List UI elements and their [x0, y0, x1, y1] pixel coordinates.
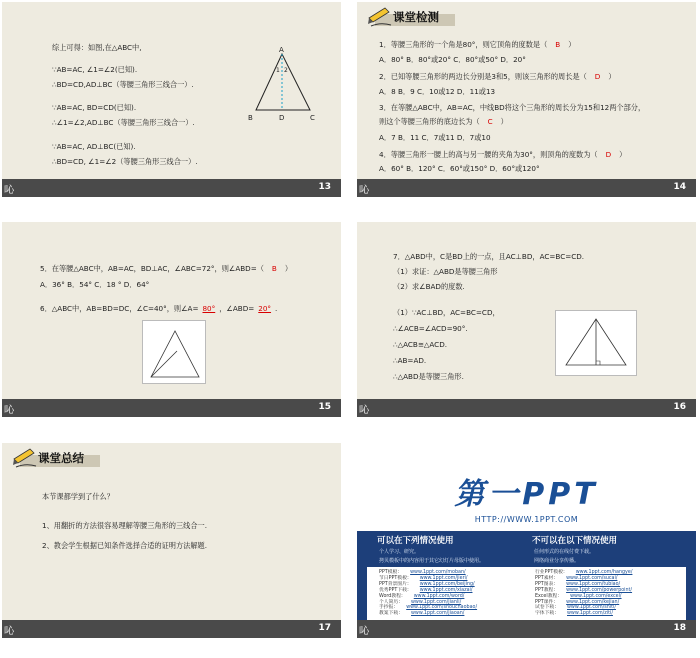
- link-row[interactable]: 手抄报： www.1ppt.com/shouchaobao/: [379, 605, 478, 611]
- text-line: ∴BD=CD, ∠1=∠2（等腰三角形三线合一）.: [52, 157, 198, 166]
- link-row[interactable]: PPT教程： www.1ppt.com/powerpoint/: [535, 587, 633, 593]
- cannot-use-title: 不可以在以下情况使用: [532, 536, 618, 546]
- figure-label: C: [310, 114, 315, 122]
- question-text-end: ）: [284, 264, 293, 273]
- section-title: 课堂检测: [393, 10, 439, 24]
- slide-footer-strip: [357, 179, 696, 197]
- can-use-title: 可以在下列情况使用: [377, 536, 454, 546]
- slide-number: 15: [318, 402, 331, 412]
- question-line: [379, 150, 626, 160]
- link-row[interactable]: 节日PPT模板： www.1ppt.com/jieri/: [379, 575, 468, 581]
- text-line: 1、用翻折的方法很容易理解等腰三角形的三线合一.: [42, 521, 207, 530]
- triangle-figure: [143, 321, 205, 383]
- text-line: ∴∠1=∠2,AD⊥BC（等腰三角形三线合一）.: [52, 118, 195, 127]
- question-text: 则这个等腰三角形的底边长为（: [379, 117, 480, 126]
- link-row[interactable]: PPT模板： www.1ppt.com/moban/: [379, 570, 466, 575]
- answer-blank: 20°: [258, 304, 272, 313]
- question-text: 5．在等腰△ABC中，AB=AC，BD⊥AC，∠ABC=72°，则∠ABD=（: [40, 264, 264, 273]
- proof-line: （1）∵AC⊥BD，AC=BC=CD，: [393, 308, 500, 317]
- question-text: ，∠ABD=: [219, 304, 255, 313]
- footer-label: 吣: [4, 185, 14, 196]
- slide-number: 18: [673, 623, 686, 633]
- slide-number: 13: [318, 182, 331, 192]
- question-text: 6．△ABC中，AB=BD=DC，∠C=40°，则∠A=: [40, 304, 199, 313]
- can-use-item: 拷贝模板中的内容用于其它幻灯片母版中使用。: [379, 558, 485, 564]
- link-row[interactable]: PPT素材： www.1ppt.com/sucai/: [535, 575, 618, 581]
- link-row[interactable]: 优秀PPT下载： www.1ppt.com/xiazai/: [379, 587, 473, 593]
- slide-thumbnail-14[interactable]: [357, 2, 696, 197]
- question-text: 2．已知等腰三角形的两边长分别是3和5，则该三角形的周长是（: [379, 72, 587, 81]
- proof-line: ∴∠ACB=∠ACD=90°.: [393, 324, 468, 333]
- question-line: 7．△ABD中，C是BD上的一点，且AC⊥BD，AC=BC=CD.: [393, 252, 585, 261]
- figure-label: B: [248, 114, 253, 122]
- text-line: ∴BD=CD,AD⊥BC（等腰三角形三线合一）.: [52, 80, 194, 89]
- slide-thumbnail-16[interactable]: [357, 222, 696, 417]
- question-text: 4．等腰三角形一腰上的高与另一腰的夹角为30°，则顶角的度数为（: [379, 150, 598, 159]
- text-line: 本节课都学到了什么？: [42, 492, 114, 501]
- slide-footer-strip: [2, 620, 341, 638]
- question-line: （1）求证：△ABD是等腰三角形: [393, 267, 498, 276]
- footer-label: 吣: [359, 405, 369, 416]
- link-row[interactable]: Excel教程： www.1ppt.com/excel/: [535, 593, 622, 599]
- question-text: 1．等腰三角形的一个角是80°，则它顶角的度数是（: [379, 40, 548, 49]
- pencil-icon: [12, 447, 40, 469]
- footer-label: 吣: [4, 405, 14, 416]
- text-line: ∵AB=AC, BD=CD(已知).: [52, 103, 137, 112]
- figure-label: 1: [276, 67, 280, 74]
- question-text-end: ）: [608, 72, 616, 81]
- slide-footer-strip: [2, 179, 341, 197]
- link-row[interactable]: PPT图表： www.1ppt.com/tubiao/: [535, 581, 621, 587]
- question-text-end: ）: [619, 150, 627, 159]
- slide-footer-strip: [357, 399, 696, 417]
- brand-logo: [357, 469, 696, 524]
- question-line: 3．在等腰△ABC中，AB=AC，中线BD将这个三角形的周长分为15和12两个部分，: [379, 103, 646, 112]
- section-header: [12, 447, 102, 467]
- proof-line: ∴△ABD是等腰三角形.: [393, 372, 464, 381]
- triangle-figure-box: [555, 310, 637, 376]
- section-header: [367, 6, 457, 26]
- question-line: [379, 40, 575, 50]
- slide-thumbnail-13[interactable]: [2, 2, 341, 197]
- footer-label: 吣: [359, 626, 369, 637]
- answer-mark: B: [555, 40, 561, 49]
- text-line: ∵AB=AC, AD⊥BC(已知).: [52, 142, 136, 151]
- isosceles-triangle-figure: [242, 46, 322, 126]
- slide-thumbnail-17[interactable]: [2, 443, 341, 638]
- link-row[interactable]: 字体下载： www.1ppt.com/ziti/: [535, 611, 613, 617]
- link-row[interactable]: 教案下载： www.1ppt.com/jiaoan/: [379, 611, 465, 617]
- text-line: ∵AB=AC, ∠1=∠2(已知).: [52, 65, 138, 74]
- question-text-end: ）: [568, 40, 576, 49]
- cannot-use-item: 任何形式的在线付费下载。: [534, 549, 595, 555]
- link-row[interactable]: Word教程： www.1ppt.com/word/: [379, 593, 465, 599]
- can-use-item: 个人学习、研究。: [379, 549, 420, 555]
- text-line: 综上可得：如图,在△ABC中,: [52, 43, 142, 52]
- section-title: 课堂总结: [38, 451, 84, 465]
- question-line: [379, 72, 616, 82]
- figure-label: A: [279, 46, 284, 54]
- triangle-figure-box: [142, 320, 206, 384]
- question-line: [40, 304, 277, 314]
- link-row[interactable]: 试卷下载： www.1ppt.com/shiti/: [535, 605, 616, 611]
- slide-number: 17: [318, 623, 331, 633]
- links-panel: [367, 567, 686, 621]
- link-row[interactable]: 个人简历： www.1ppt.com/jianli/: [379, 599, 462, 605]
- answer-mark: D: [594, 72, 601, 81]
- answer-blank: 80°: [202, 304, 216, 313]
- slide-thumbnail-18[interactable]: [357, 443, 696, 638]
- proof-line: ∴AB=AD.: [393, 356, 427, 365]
- figure-label: 2: [284, 67, 288, 74]
- question-line: （2）求∠BAD的度数.: [393, 282, 465, 291]
- question-text-end: ）: [500, 117, 508, 126]
- link-row[interactable]: 行业PPT模板： www.1ppt.com/hangye/: [535, 570, 633, 575]
- footer-label: 吣: [4, 626, 14, 637]
- figure-label: D: [279, 114, 285, 122]
- answer-mark: B: [271, 264, 277, 273]
- slide-footer-strip: [2, 399, 341, 417]
- slide-footer-strip: [357, 620, 696, 638]
- options-line: A．60° B．120° C．60°或150° D．60°或120°: [379, 164, 540, 173]
- text-line: 2、教会学生根据已知条件选择合适的证明方法解题.: [42, 541, 207, 550]
- links-right-column: [535, 570, 632, 617]
- answer-mark: C: [487, 117, 493, 126]
- link-row[interactable]: PPT背景图片： www.1ppt.com/beijing/: [379, 581, 475, 587]
- question-line: [379, 117, 508, 127]
- slide-number: 16: [673, 402, 686, 412]
- options-line: A．7 B．11 C．7或11 D．7或10: [379, 133, 491, 142]
- question-line: [40, 264, 292, 274]
- answer-mark: D: [605, 150, 612, 159]
- options-line: A．80° B．80°或20° C．80°或50° D．20°: [379, 55, 526, 64]
- triangle-figure: [556, 311, 636, 375]
- link-row[interactable]: PPT课件： www.1ppt.com/kejian/: [535, 599, 620, 605]
- links-left-column: [379, 570, 477, 617]
- footer-label: 吣: [359, 185, 369, 196]
- options-line: A．8 B．9 C．10或12 D．11或13: [379, 87, 496, 96]
- logo-url: HTTP://WWW.1PPT.COM: [474, 515, 579, 524]
- pencil-icon: [367, 6, 395, 28]
- proof-line: ∴△ACB≅△ACD.: [393, 340, 448, 349]
- options-line: A．36° B．54° C．18 ° D．64°: [40, 280, 150, 289]
- question-text-end: .: [275, 304, 278, 313]
- slide-number: 14: [673, 182, 686, 192]
- cannot-use-item: 网络商业分享传播。: [534, 558, 580, 564]
- slide-thumbnail-15[interactable]: [2, 222, 341, 417]
- logo-text: 第一PPT: [454, 477, 599, 512]
